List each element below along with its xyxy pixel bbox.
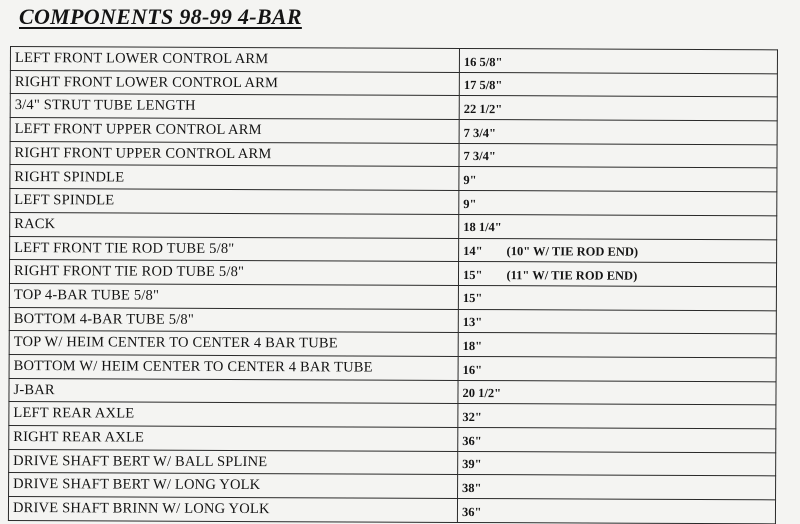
measurement-cell <box>458 427 776 452</box>
table-row <box>9 307 776 334</box>
measurement-value: 15" <box>462 267 483 282</box>
measurement-cell <box>459 143 777 168</box>
part-name-cell: LEFT SPINDLE <box>10 189 459 215</box>
measurement-cell <box>458 262 776 287</box>
measurement-cell <box>457 499 775 524</box>
measurement-value: 9" <box>463 196 477 211</box>
table-row <box>9 331 776 358</box>
components-table <box>8 46 778 524</box>
table-row <box>9 378 776 405</box>
measurement-cell <box>459 72 777 97</box>
part-name-cell: LEFT REAR AXLE <box>9 402 458 428</box>
part-name-cell: J-BAR <box>9 378 458 404</box>
table-row <box>9 449 776 476</box>
measurement-value: 18 1/4" <box>463 220 502 235</box>
part-name-cell: RIGHT REAR AXLE <box>9 425 458 451</box>
measurement-cell <box>458 333 776 358</box>
table-row <box>10 212 777 239</box>
measurement-cell <box>458 475 776 500</box>
part-name-cell: DRIVE SHAFT BRINN W/ LONG YOLK <box>8 497 457 523</box>
table-row <box>9 425 776 452</box>
measurement-cell <box>459 191 777 216</box>
components-table-body <box>8 47 777 524</box>
table-row <box>10 47 777 74</box>
measurement-cell <box>459 48 777 73</box>
measurement-value: 17 5/8" <box>463 78 503 93</box>
part-name-cell: DRIVE SHAFT BERT W/ LONG YOLK <box>9 473 458 499</box>
measurement-cell <box>458 380 776 405</box>
measurement-value: 36" <box>461 504 482 519</box>
table-row <box>10 70 777 97</box>
part-name-cell: BOTTOM W/ HEIM CENTER TO CENTER 4 BAR TUBE <box>9 354 458 380</box>
table-row <box>10 141 777 168</box>
part-name-cell: TOP 4-BAR TUBE 5/8" <box>9 283 458 309</box>
measurement-value: 9" <box>463 173 477 188</box>
measurement-value: 7 3/4" <box>463 149 496 164</box>
measurement-cell <box>458 404 776 429</box>
measurement-cell <box>459 96 777 121</box>
measurement-cell <box>459 167 777 192</box>
page-title: COMPONENTS 98-99 4-BAR <box>19 4 302 29</box>
part-name-cell: LEFT FRONT LOWER CONTROL ARM <box>10 47 459 73</box>
table-row <box>9 402 776 429</box>
table-row <box>10 189 777 216</box>
measurement-value: 20 1/2" <box>462 386 502 401</box>
measurement-value: 16 5/8" <box>463 54 503 69</box>
measurement-note: (10" W/ TIE ROD END) <box>506 244 639 259</box>
measurement-value: 18" <box>462 338 483 353</box>
table-row <box>10 165 777 192</box>
measurement-value: 32" <box>462 409 482 424</box>
table-row <box>8 497 775 524</box>
measurement-cell <box>459 238 777 263</box>
part-name-cell: RIGHT FRONT UPPER CONTROL ARM <box>10 141 459 167</box>
measurement-cell <box>458 451 776 476</box>
table-row <box>10 94 777 121</box>
measurement-value: 38" <box>462 480 482 496</box>
measurement-value: 36" <box>462 433 482 448</box>
measurement-cell <box>459 214 777 239</box>
part-name-cell: RIGHT FRONT TIE ROD TUBE 5/8" <box>9 260 458 286</box>
table-row <box>9 473 776 500</box>
part-name-cell: LEFT FRONT TIE ROD TUBE 5/8" <box>10 236 459 262</box>
measurement-value: 39" <box>462 457 482 472</box>
measurement-value: 15" <box>462 291 483 306</box>
measurement-cell <box>458 356 776 381</box>
part-name-cell: 3/4" STRUT TUBE LENGTH <box>10 94 459 120</box>
table-row <box>9 260 776 287</box>
measurement-value: 16" <box>462 362 483 377</box>
measurement-value: 7 3/4" <box>463 125 496 140</box>
measurement-cell <box>459 120 777 145</box>
part-name-cell: BOTTOM 4-BAR TUBE 5/8" <box>9 307 458 333</box>
part-name-cell: RIGHT FRONT LOWER CONTROL ARM <box>10 70 459 96</box>
table-row <box>9 354 776 381</box>
measurement-value: 13" <box>462 315 483 330</box>
measurement-value: 22 1/2" <box>463 101 503 117</box>
table-row <box>10 118 777 145</box>
measurement-cell <box>458 285 776 310</box>
part-name-cell: TOP W/ HEIM CENTER TO CENTER 4 BAR TUBE <box>9 331 458 357</box>
table-row <box>10 236 777 263</box>
part-name-cell: RACK <box>10 212 459 238</box>
part-name-cell: DRIVE SHAFT BERT W/ BALL SPLINE <box>9 449 458 475</box>
measurement-value: 14" <box>463 244 483 259</box>
part-name-cell: LEFT FRONT UPPER CONTROL ARM <box>10 118 459 144</box>
part-name-cell: RIGHT SPINDLE <box>10 165 459 191</box>
measurement-cell <box>458 309 776 334</box>
table-row <box>9 283 776 310</box>
measurement-note: (11" W/ TIE ROD END) <box>506 267 638 283</box>
